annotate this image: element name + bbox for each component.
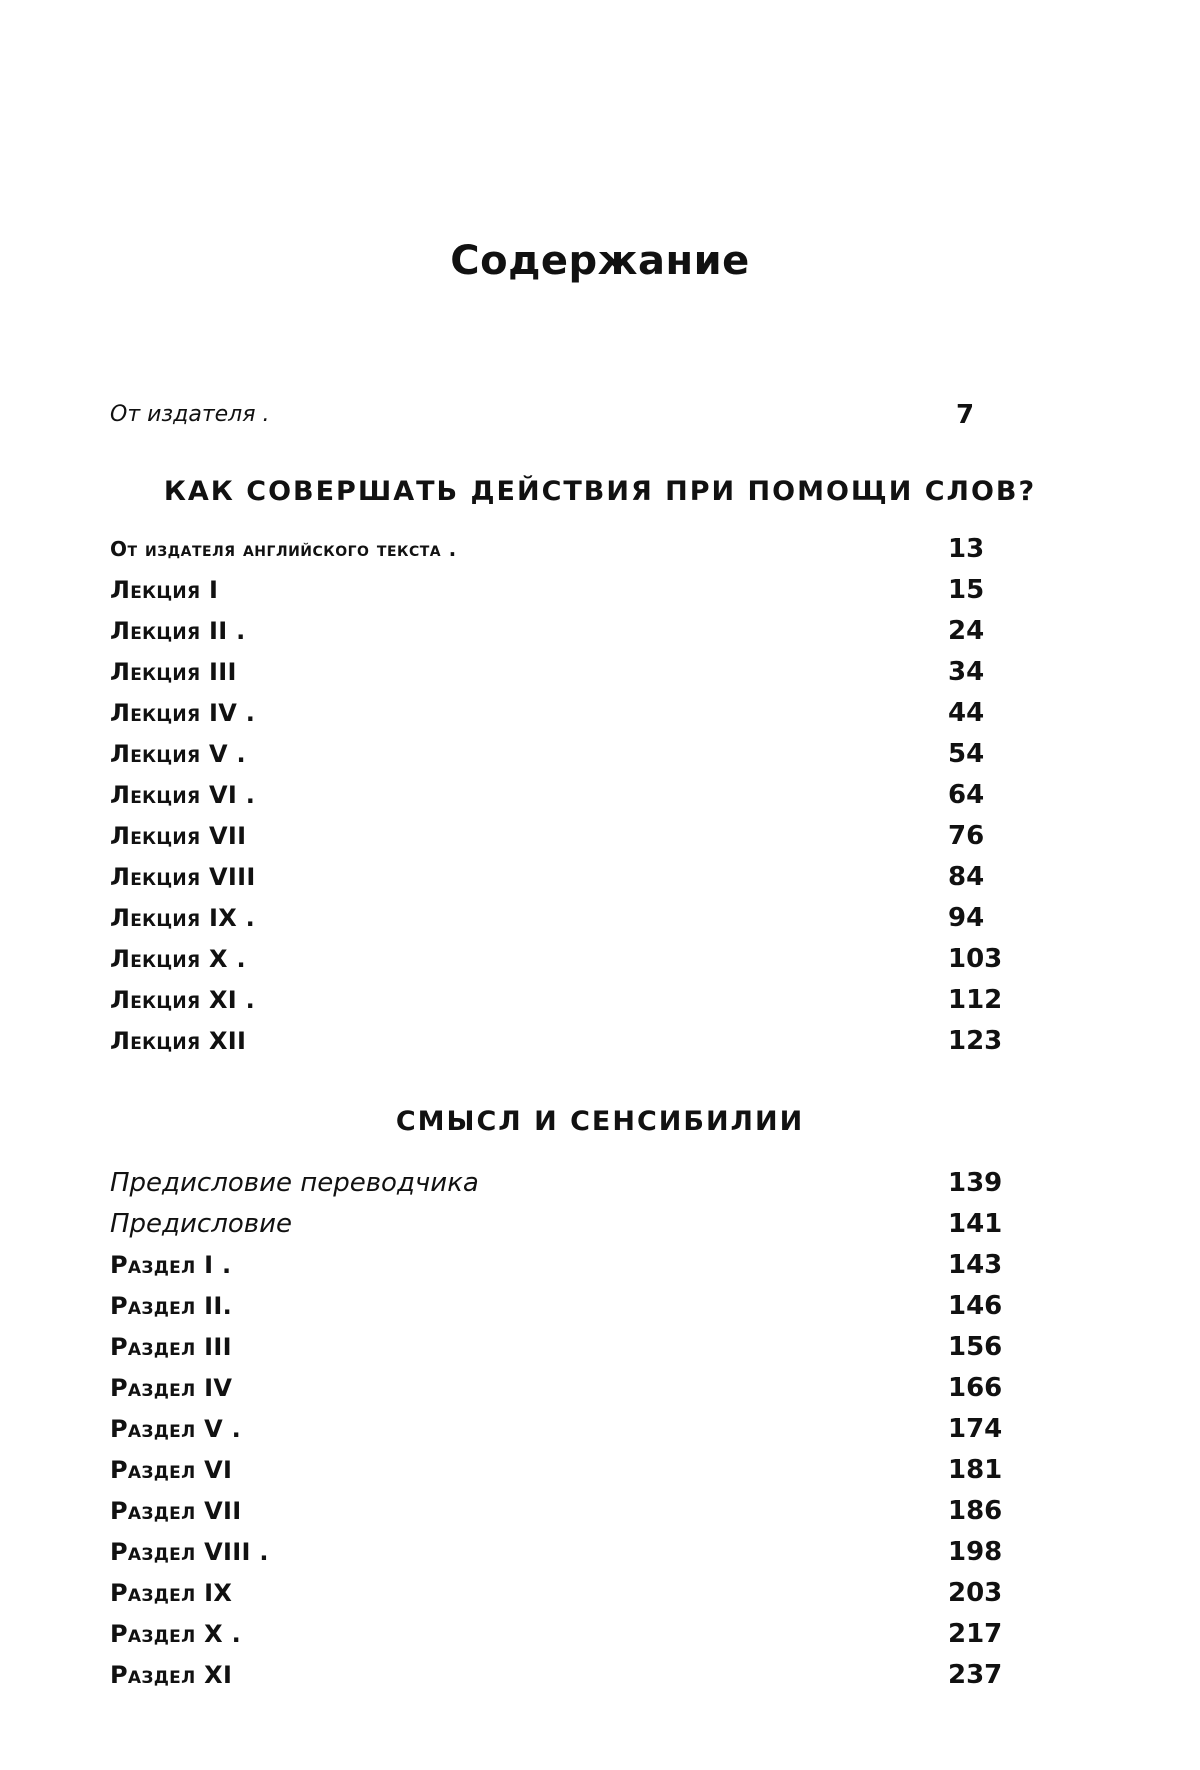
toc-entry-page: 181 xyxy=(948,1455,1003,1485)
toc-entry-page: 141 xyxy=(948,1209,1003,1239)
toc-entry-label: Лекция I xyxy=(110,576,219,604)
toc-entry xyxy=(110,734,1010,774)
toc-entry-page: 34 xyxy=(948,657,985,687)
page-title: Содержание xyxy=(450,238,750,284)
toc-entry-label: Лекция VI . xyxy=(110,781,256,809)
toc-entry-label: Лекция VII xyxy=(110,822,247,850)
toc-entry xyxy=(110,1450,1010,1490)
toc-entry-page: 217 xyxy=(948,1619,1003,1649)
toc-entry-label: Лекция IX . xyxy=(110,904,256,932)
toc-entry xyxy=(110,1245,1010,1285)
toc-entry-label: Лекция II . xyxy=(110,617,246,645)
toc-entry-page: 198 xyxy=(948,1537,1003,1567)
toc-entry-label: Раздел II. xyxy=(110,1292,233,1320)
toc-entry-page: 13 xyxy=(948,534,985,564)
toc-entry xyxy=(110,1368,1010,1408)
toc-entry-label: Лекция X . xyxy=(110,945,246,973)
toc-entry-page: 174 xyxy=(948,1414,1003,1444)
toc-entry xyxy=(110,775,1010,815)
toc-entry-page: 94 xyxy=(948,903,985,933)
toc-entry-page: 143 xyxy=(948,1250,1003,1280)
toc-entry-label: Лекция III xyxy=(110,658,237,686)
toc-entry-label: Лекция XI . xyxy=(110,986,256,1014)
toc-entry-page: 112 xyxy=(948,985,1003,1015)
toc-entry-page: 237 xyxy=(948,1660,1003,1690)
toc-entry-label: Лекция XII xyxy=(110,1027,247,1055)
toc-entry-page: 123 xyxy=(948,1026,1003,1056)
toc-entry xyxy=(110,816,1010,856)
toc-entry-label: Раздел I . xyxy=(110,1251,232,1279)
toc-entry-label: Раздел X . xyxy=(110,1620,242,1648)
toc-entry-page: 15 xyxy=(948,575,985,605)
toc-entry-label: Раздел XI xyxy=(110,1661,233,1689)
section-heading-part1: КАК СОВЕРШАТЬ ДЕЙСТВИЯ ПРИ ПОМОЩИ СЛОВ? xyxy=(163,476,1037,507)
toc-entry-page: 186 xyxy=(948,1496,1003,1526)
toc-entry-page: 146 xyxy=(948,1291,1003,1321)
toc-entry xyxy=(110,529,1010,569)
toc-entry-page: 64 xyxy=(948,780,985,810)
toc-entry-page: 7 xyxy=(956,400,975,430)
toc-entry xyxy=(110,1327,1010,1367)
toc-entry xyxy=(110,1655,1010,1695)
toc-entry-label: Предисловие xyxy=(110,1209,292,1239)
toc-entry-label: Предисловие переводчика xyxy=(110,1168,479,1198)
toc-entry-label: Раздел V . xyxy=(110,1415,242,1443)
toc-entry-page: 203 xyxy=(948,1578,1003,1608)
toc-entry xyxy=(110,1021,1010,1061)
toc-entry-label: От издателя . xyxy=(110,402,270,427)
toc-entry xyxy=(110,1532,1010,1572)
toc-entry xyxy=(110,652,1010,692)
toc-entry-page: 139 xyxy=(948,1168,1003,1198)
toc-entry-page: 103 xyxy=(948,944,1003,974)
toc-entry xyxy=(110,980,1010,1020)
toc-entry-label: Лекция IV . xyxy=(110,699,256,727)
section-heading-part2: СМЫСЛ И СЕНСИБИЛИИ xyxy=(395,1106,805,1137)
toc-entry xyxy=(110,1614,1010,1654)
toc-entry-label: Раздел VIII . xyxy=(110,1538,269,1566)
toc-entry-page: 24 xyxy=(948,616,985,646)
toc-entry-publisher xyxy=(110,395,1010,435)
toc-entry xyxy=(110,1573,1010,1613)
toc-entry-label: Раздел VI xyxy=(110,1456,233,1484)
toc-entry-label: Лекция VIII xyxy=(110,863,256,891)
toc-entry xyxy=(110,1163,1010,1203)
toc-entry xyxy=(110,1409,1010,1449)
toc-entry-page: 156 xyxy=(948,1332,1003,1362)
toc-entry-label: Раздел VII xyxy=(110,1497,242,1525)
toc-entry xyxy=(110,857,1010,897)
toc-entry-page: 84 xyxy=(948,862,985,892)
toc-entry xyxy=(110,693,1010,733)
toc-entry-page: 76 xyxy=(948,821,985,851)
toc-entry xyxy=(110,1204,1010,1244)
toc-entry-label: Раздел IV xyxy=(110,1374,233,1402)
toc-entry-label: Раздел IX xyxy=(110,1579,233,1607)
toc-entry xyxy=(110,1286,1010,1326)
toc-entry-label: Лекция V . xyxy=(110,740,246,768)
toc-entry xyxy=(110,898,1010,938)
toc-entry xyxy=(110,611,1010,651)
toc-entry-page: 166 xyxy=(948,1373,1003,1403)
toc-entry-page: 44 xyxy=(948,698,985,728)
toc-entry-label: От издателя английского текста . xyxy=(110,537,457,561)
toc-entry xyxy=(110,570,1010,610)
toc-entry xyxy=(110,939,1010,979)
toc-entry-label: Раздел III xyxy=(110,1333,232,1361)
toc-entry xyxy=(110,1491,1010,1531)
toc-entry-page: 54 xyxy=(948,739,985,769)
